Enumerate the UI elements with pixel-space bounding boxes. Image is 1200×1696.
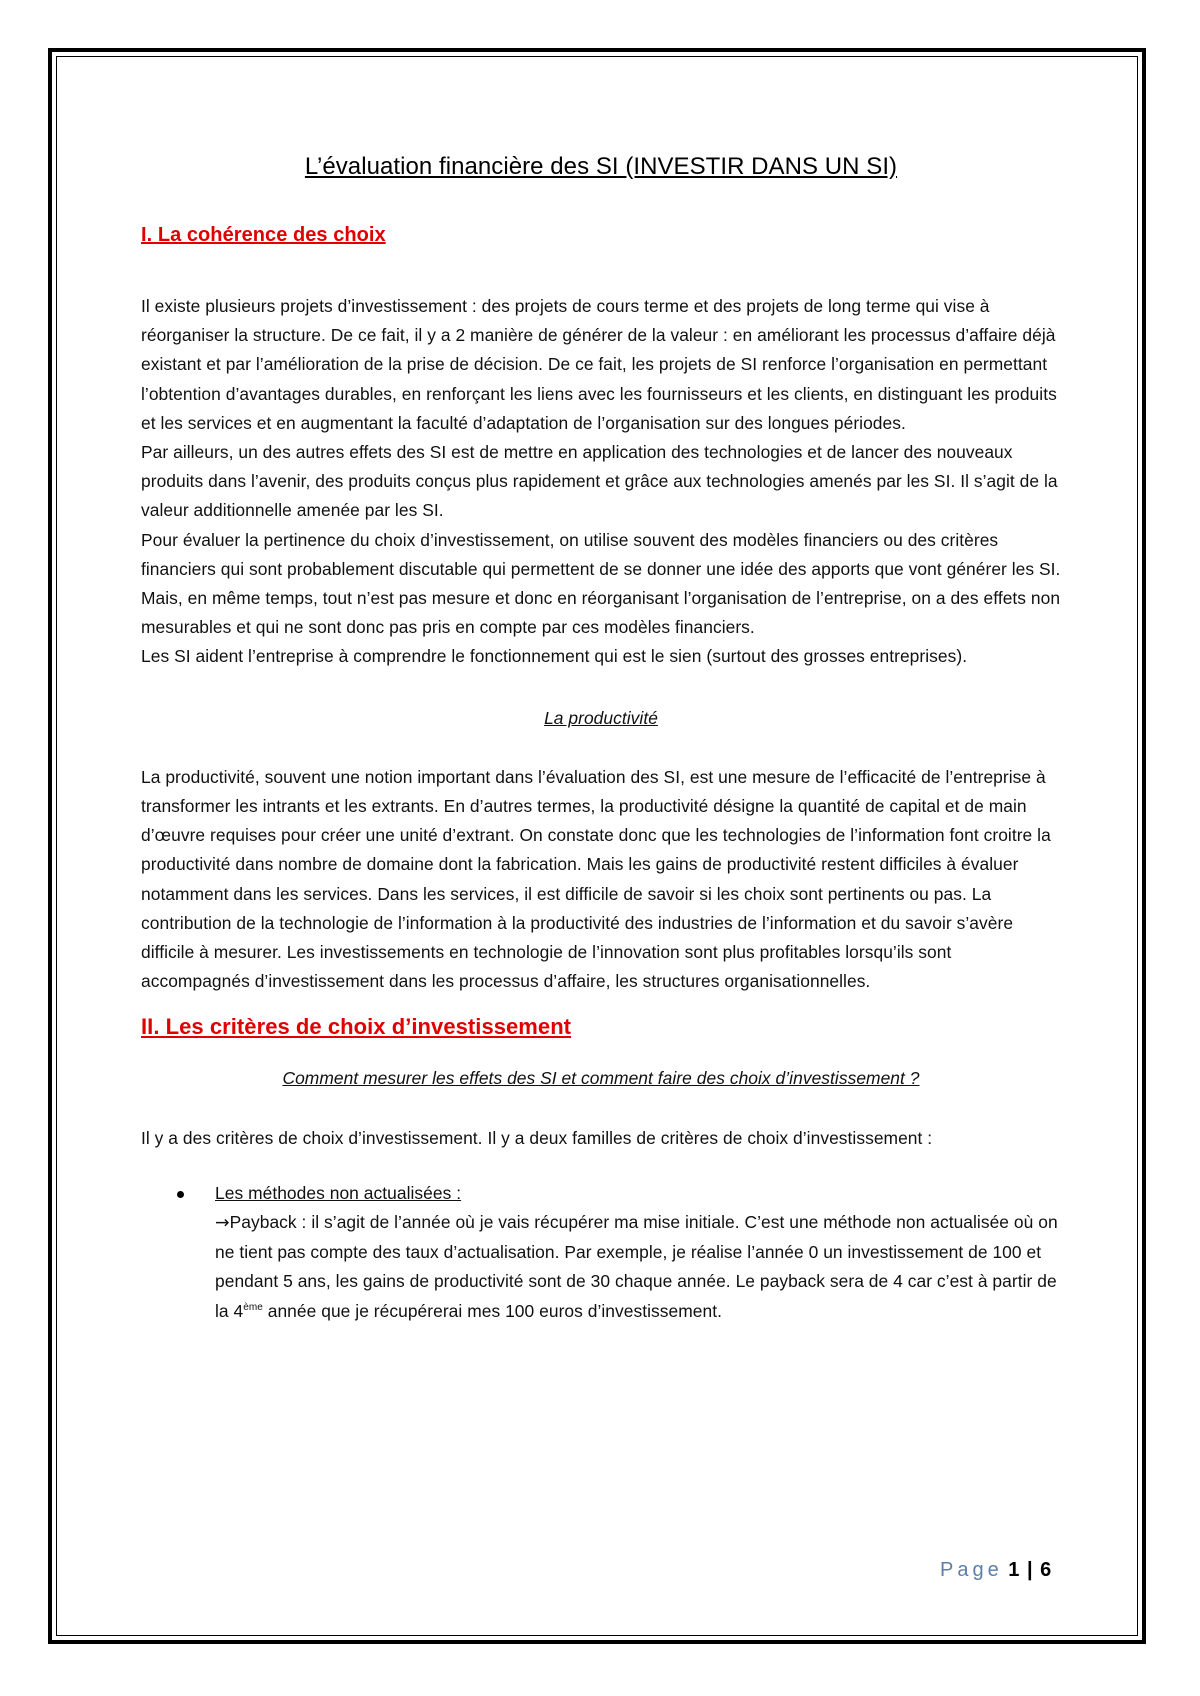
productivity-subheading: La productivité: [544, 707, 658, 728]
payback-text: Payback : il s’agit de l’année où je vais récupérer ma mise initiale. C’est une méthode non actualisée où on ne tient pas compte des taux d’actualisation. Par exemple, je réalise l’année 0 un investissement de 100 et pendant 5 ans, les gains de productivité sont de 30 chaque année. Le payback sera de 4 car c’est à partir de la 4: [215, 1212, 1058, 1321]
paragraph: Pour évaluer la pertinence du choix d’investissement, on utilise souvent des modèles financiers ou des critères financiers qui sont probablement discutable qui permettent de se donner une idée des apports que vont générer les SI. Mais, en même temps, tout n’est pas mesure et donc en réorganisant l’organisation de l’entreprise, on a des effets non mesurables et qui ne sont donc pas pris en compte par ces modèles financiers.: [141, 529, 1061, 638]
paragraph: Les SI aident l’entreprise à comprendre le fonctionnement qui est le sien (surtout des grosses entreprises).: [141, 646, 968, 667]
list-item: [215, 1179, 1061, 1326]
page-label: Page: [940, 1559, 1003, 1581]
section-1-heading: I. La cohérence des choix: [141, 224, 386, 246]
page-separator: |: [1026, 1559, 1035, 1581]
section-2-heading: II. Les critères de choix d’investissement: [141, 1014, 572, 1040]
paragraph: Il existe plusieurs projets d’investissement : des projets de cours terme et des projets de long terme qui vise à réorganiser la structure. De ce fait, il y a 2 manière de générer de la valeur : en améliorant les processus d’affaire déjà existant et par l’amélioration de la prise de décision. De ce fait, les projets de SI renforce l’organisation en permettant l’obtention d’avantages durables, en renforçant les liens avec les fournisseurs et les clients, en distinguant les produits et les services et en augmentant la faculté d’adaptation de l’organisation sur des longues périodes.: [141, 296, 1057, 433]
productivity-paragraph: La productivité, souvent une notion important dans l’évaluation des SI, est une mesure de l’efficacité de l’entreprise à transformer les intrants et les extrants. En d’autres termes, la productivité désigne la quantité de capital et de main d’œuvre requises pour créer une unité d’extrant. On constate donc que les technologies de l’information font croitre la productivité dans nombre de domaine dont la fabrication. Mais les gains de productivité restent difficiles à évaluer notamment dans les services. Dans les services, il est difficile de savoir si les choix sont pertinents ou pas. La contribution de la technologie de l’information à la productivité des industries de l’information et du savoir s’avère difficile à mesurer. Les investissements en technologie de l’innovation sont plus profitables lorsqu’ils sont accompagnés d’investissement dans les processus d’affaire, les structures organisationnelles.: [141, 766, 1051, 992]
right-arrow-icon: →: [215, 1213, 230, 1234]
payback-text-end: année que je récupérerai mes 100 euros d’investissement.: [262, 1300, 722, 1321]
section-2-question: Comment mesurer les effets des SI et comment faire des choix d’investissement ?: [282, 1068, 920, 1089]
section-1-body: [141, 292, 1061, 672]
page-number: 1: [1008, 1559, 1022, 1581]
section-2-intro: Il y a des critères de choix d’investissement. Il y a deux familles de critères de choix d’investissement :: [141, 1127, 933, 1148]
ordinal-suffix: ème: [243, 1301, 263, 1313]
bullet-icon: [177, 1191, 184, 1198]
paragraph: Par ailleurs, un des autres effets des SI est de mettre en application des technologies et de lancer des nouveaux produits dans l’avenir, des produits conçus plus rapidement et grâce aux technologies amenés par les SI. Il s’agit de la valeur additionnelle amenée par les SI.: [141, 442, 1058, 521]
document-title: L’évaluation financière des SI (INVESTIR DANS UN SI): [304, 153, 898, 180]
criteria-list: [141, 1179, 1061, 1326]
page-total: 6: [1040, 1559, 1054, 1581]
bullet-heading: Les méthodes non actualisées :: [215, 1182, 462, 1203]
document-body: [141, 142, 1061, 1326]
page-footer: [940, 1556, 1053, 1584]
